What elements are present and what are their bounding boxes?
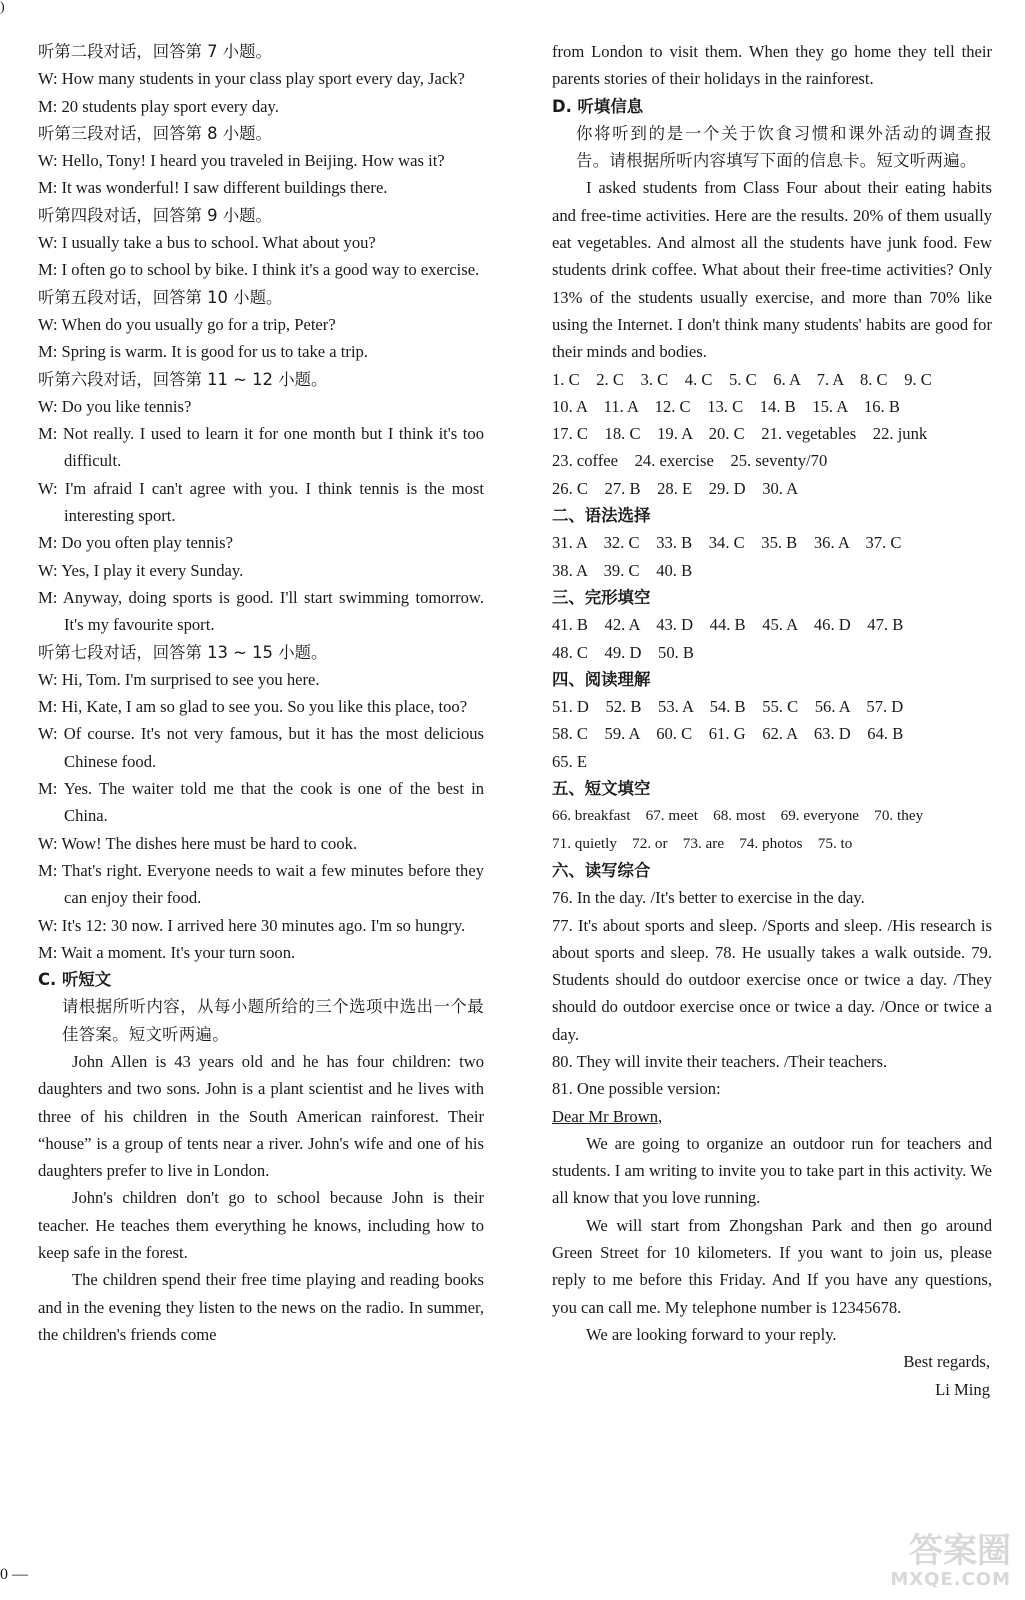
letter-salutation: Dear Mr Brown, [552,1106,663,1126]
section-heading: 四、阅读理解 [552,669,651,689]
watermark-logo [861,1533,1011,1590]
passage-paragraph: We will start from Zhongshan Park and then go around Green Street for 10 kilometers. If you want to join us, please reply to me before this Friday. And If you have any questions, you can call me. My telephone number is 12345678. [552,1215,992,1317]
letter-closing: Li Ming [935,1379,990,1399]
answer-row: 66. breakfast 67. meet 68. most 69. everyone 70. they [552,807,924,825]
passage-paragraph: We are looking forward to your reply. [586,1324,837,1344]
dialogue-line: M: That's right. Everyone needs to wait a few minutes before they can enjoy their food. [38,860,484,908]
answer-row: 26. C 27. B 28. E 29. D 30. A [552,478,799,498]
watermark-line-1: 答案圈 [909,1531,1011,1571]
passage-paragraph: I asked students from Class Four about their eating habits and free-time activities. Here are the results. 20% of them usually eat vegetables. And almost all the students have junk food. Few students drink coffee. What about their free-time activities? Only 13% of the students usually exercise, and more than 70% like using the Internet. I don't think many students' habits are good for their minds and bodies. [552,178,992,362]
dialogue-line: W: Wow! The dishes here must be hard to cook. [38,833,358,853]
dialogue-line: W: Hello, Tony! I heard you traveled in Beijing. How was it? [38,151,445,171]
section-heading: 二、语法选择 [552,506,651,526]
dialogue-line: W: How many students in your class play sport every day, Jack? [38,69,465,89]
dialogue-line: W: Do you like tennis? [38,396,192,416]
answer-row: 23. coffee 24. exercise 25. seventy/70 [552,451,828,471]
watermark-line-2: MXQE.COM [890,1569,1011,1590]
dialogue-line: W: Of course. It's not very famous, but it has the most delicious Chinese food. [38,724,484,771]
passage-paragraph: John Allen is 43 years old and he has four children: two daughters and two sons. John is a plant scientist and he lives with three of his children in the South American rainforest. Their “house” is a group of tents near a river. John's wife and one of his daughters prefer to live in London. [38,1051,484,1181]
dialogue-line: W: I'm afraid I can't agree with you. I think tennis is the most interesting sport. [38,478,484,526]
dialogue-line: W: Hi, Tom. I'm surprised to see you here. [38,669,320,689]
answer-row: 31. A 32. C 33. B 34. C 35. B 36. A 37. C [552,533,902,553]
section-heading: 三、完形填空 [552,587,651,607]
text-paragraph: 77. It's about sports and sleep. /Sports and sleep. /His research is about sports and sleep. 78. He usually takes a walk outside. 79. Students should do outdoor exercise once or twice a day. /They should do outdoor exercise once or twice a day. /Once or twice a day. [552,915,992,1044]
dialogue-line: M: Spring is warm. It is good for us to take a trip. [38,342,368,362]
dialogue-line: M: Do you often play tennis? [38,533,233,553]
section-instruction: 听第六段对话，回答第 11 ~ 12 小题。 [38,369,328,389]
dialogue-line: M: 20 students play sport every day. [38,96,279,116]
right-column [552,38,992,1403]
dialogue-line: M: Yes. The waiter told me that the cook is one of the best in China. [38,779,484,826]
answer-row: 58. C 59. A 60. C 61. G 62. A 63. D 64. B [552,724,904,744]
section-heading: 五、短文填空 [552,779,651,799]
text-paragraph: 80. They will invite their teachers. /Their teachers. [552,1051,888,1071]
dialogue-line: W: It's 12: 30 now. I arrived here 30 minutes ago. I'm so hungry. [38,915,466,935]
answer-row: 41. B 42. A 43. D 44. B 45. A 46. D 47. B [552,615,904,635]
text-paragraph: 76. In the day. /It's better to exercise in the day. [552,888,865,908]
dialogue-line: W: Yes, I play it every Sunday. [38,560,244,580]
answer-row: 65. E [552,751,588,771]
dialogue-line: M: I often go to school by bike. I think it's a good way to exercise. [38,260,480,280]
answer-row: 38. A 39. C 40. B [552,560,693,580]
dialogue-line: W: I usually take a bus to school. What about you? [38,233,376,253]
answer-row: 48. C 49. D 50. B [552,642,694,662]
dialogue-line: W: When do you usually go for a trip, Peter? [38,314,336,334]
chinese-instruction: 你将听到的是一个关于饮食习惯和课外活动的调查报告。请根据所听内容填写下面的信息卡。短文听两遍。 [576,123,992,171]
dialogue-line: M: Hi, Kate, I am so glad to see you. So you like this place, too? [38,697,468,717]
dialogue-line: M: Not really. I used to learn it for one month but I think it's too difficult. [38,424,484,471]
answer-row: 51. D 52. B 53. A 54. B 55. C 56. A 57. D [552,697,904,717]
answer-row: 71. quietly 72. or 73. are 74. photos 75. to [552,834,853,852]
passage-paragraph: John's children don't go to school because John is their teacher. He teaches them everything he knows, including how to keep safe in the forest. [38,1188,484,1263]
text-paragraph: from London to visit them. When they go home they tell their parents stories of their holidays in the rainforest. [552,42,992,89]
section-instruction: 听第四段对话，回答第 9 小题。 [38,205,272,225]
answer-row: 10. A 11. A 12. C 13. C 14. B 15. A 16. B [552,396,900,416]
page-edge-mark: ) [0,0,5,15]
answer-row: 1. C 2. C 3. C 4. C 5. C 6. A 7. A 8. C 9. C [552,369,932,389]
dialogue-line: M: Anyway, doing sports is good. I'll start swimming tomorrow. It's my favourite sport. [38,587,484,635]
chinese-instruction: 请根据所听内容，从每小题所给的三个选项中选出一个最佳答案。短文听两遍。 [62,997,484,1044]
section-instruction: 听第三段对话，回答第 8 小题。 [38,123,272,143]
section-heading: C. 听短文 [38,970,112,990]
section-heading: 六、读写综合 [552,860,651,880]
section-heading: D. 听填信息 [552,96,644,116]
dialogue-line: M: Wait a moment. It's your turn soon. [38,942,296,962]
page-number-mark: 0 — [0,1566,28,1583]
passage-paragraph: We are going to organize an outdoor run for teachers and students. I am writing to invite you to take part in this activity. We all know that you love running. [552,1133,992,1208]
dialogue-line: M: It was wonderful! I saw different buildings there. [38,178,388,198]
answer-row: 17. C 18. C 19. A 20. C 21. vegetables 22. junk [552,424,928,444]
left-column [38,38,484,1348]
letter-closing: Best regards, [903,1352,990,1372]
section-instruction: 听第七段对话，回答第 13 ~ 15 小题。 [38,642,328,662]
section-instruction: 听第五段对话，回答第 10 小题。 [38,287,283,307]
section-instruction: 听第二段对话，回答第 7 小题。 [38,42,272,61]
text-paragraph: 81. One possible version: [552,1079,721,1099]
passage-paragraph: The children spend their free time playing and reading books and in the evening they listen to the news on the radio. In summer, the children's friends come [38,1270,484,1344]
